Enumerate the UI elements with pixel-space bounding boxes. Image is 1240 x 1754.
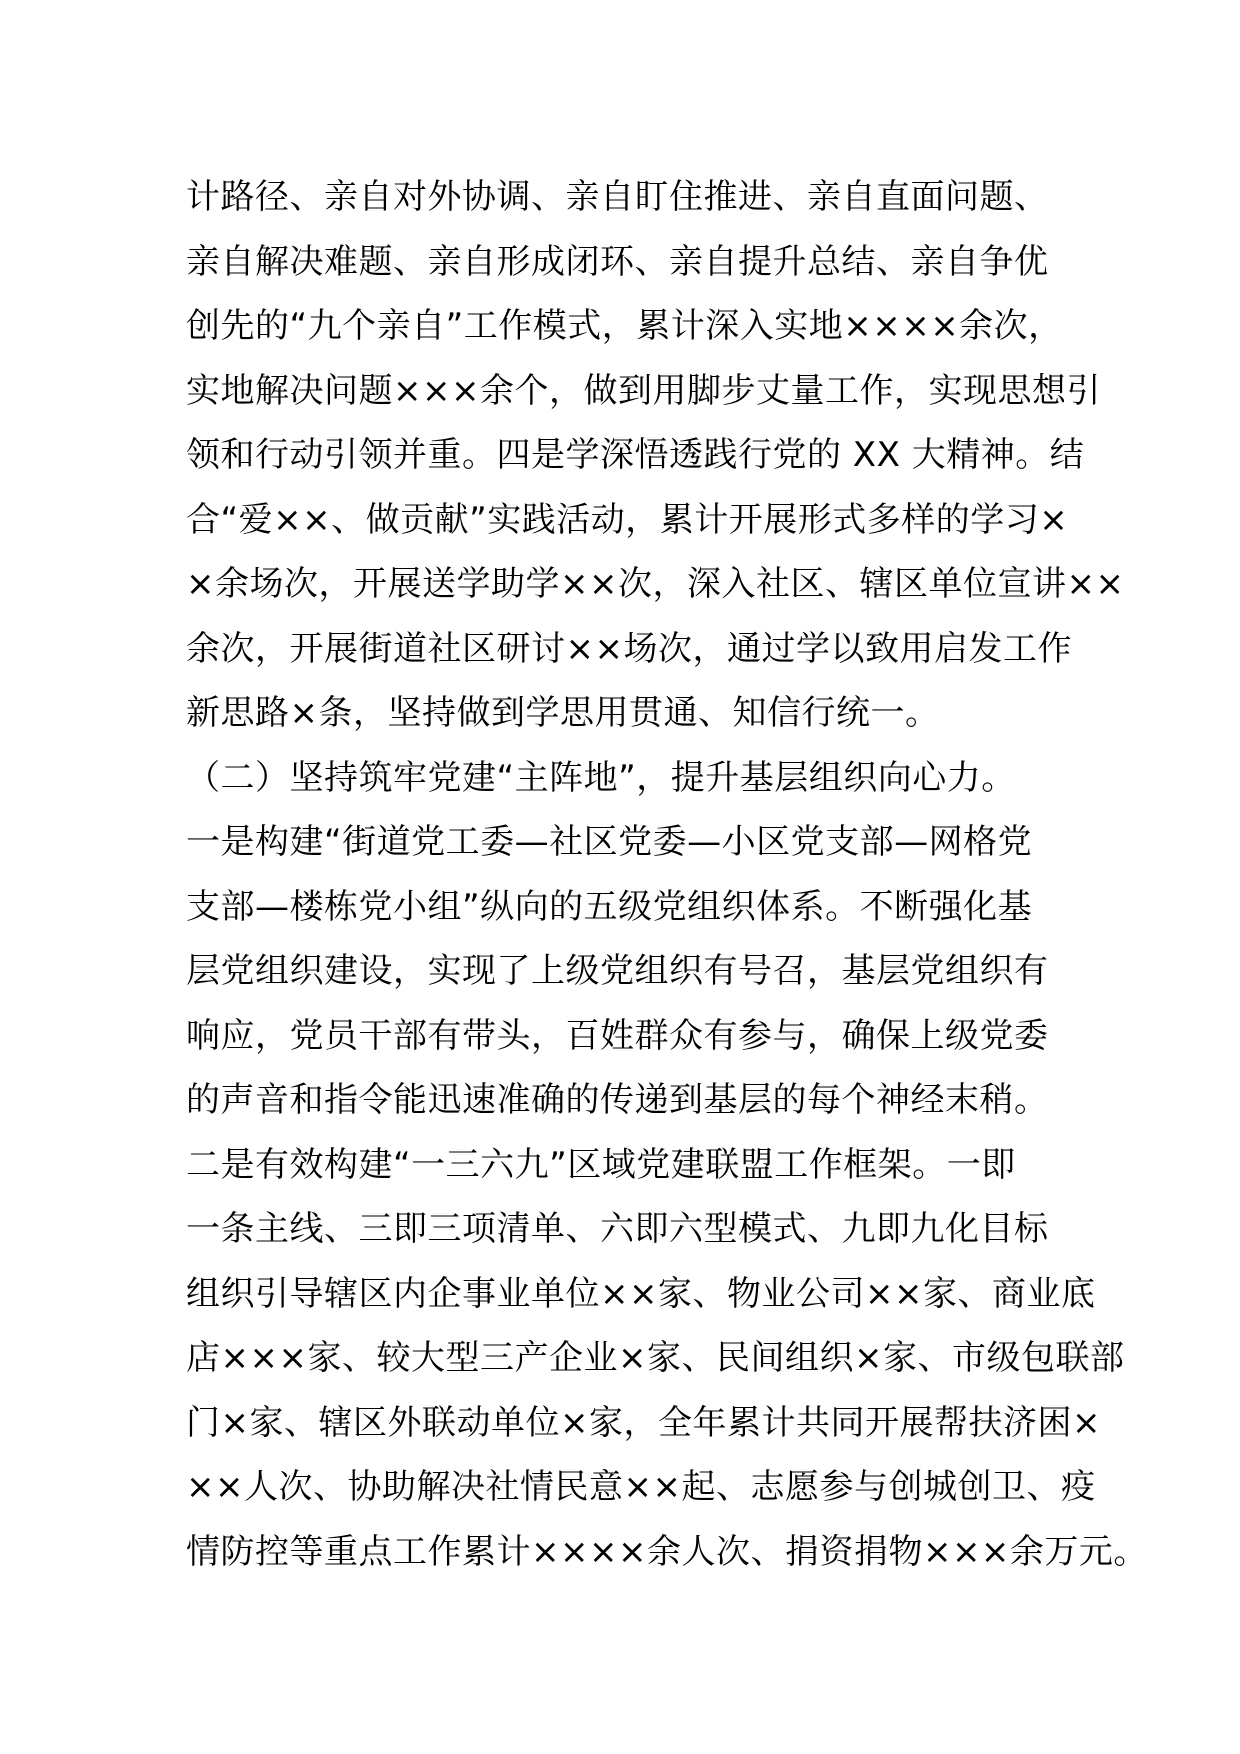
- text-line: 层党组织建设，实现了上级党组织有号召，基层党组织有: [186, 951, 1049, 991]
- body-text: [186, 165, 1148, 1584]
- text-line: 合“爱××、做贡献”实践活动，累计开展形式多样的学习×: [186, 499, 1069, 540]
- text-line: 创先的“九个亲自”工作模式，累计深入实地××××余次，: [186, 306, 1063, 346]
- text-line: 门×家、辖区外联动单位×家，全年累计共同开展帮扶济困×: [186, 1402, 1101, 1443]
- text-line: 支部—楼栋党小组”纵向的五级党组织体系。不断强化基: [186, 886, 1033, 927]
- text-line: 一是构建“街道党工委—社区党委—小区党支部—网格党: [186, 822, 1033, 862]
- text-line: 领和行动引领并重。四是学深悟透践行党的 XX 大精神。结: [186, 435, 1085, 475]
- section-heading: （二）坚持筑牢党建“主阵地”，提升基层组织向心力。: [186, 757, 1016, 798]
- text-line: 一条主线、三即三项清单、六即六型模式、九即九化目标: [186, 1209, 1049, 1249]
- text-line: 新思路×条，坚持做到学思用贯通、知信行统一。: [186, 693, 940, 733]
- text-line: 实地解决问题×××余个，做到用脚步丈量工作，实现思想引: [186, 370, 1101, 411]
- text-line: 计路径、亲自对外协调、亲自盯住推进、亲自直面问题、: [186, 177, 1049, 217]
- text-line: 响应，党员干部有带头，百姓群众有参与，确保上级党委: [186, 1015, 1049, 1056]
- text-line: 二是有效构建“一三六九”区域党建联盟工作框架。一即: [186, 1144, 1016, 1185]
- text-line: 店×××家、较大型三产企业×家、民间组织×家、市级包联部: [186, 1338, 1125, 1378]
- text-line: 亲自解决难题、亲自形成闭环、亲自提升总结、亲自争优: [186, 241, 1049, 282]
- text-line: ××人次、协助解决社情民意××起、志愿参与创城创卫、疫: [186, 1467, 1096, 1507]
- text-line: 余次，开展街道社区研讨××场次，通过学以致用启发工作: [186, 628, 1072, 669]
- text-line: 情防控等重点工作累计××××余人次、捐资捐物×××余万元。: [186, 1531, 1148, 1572]
- text-line: 组织引导辖区内企事业单位××家、物业公司××家、商业底: [186, 1273, 1096, 1314]
- text-line: ×余场次，开展送学助学××次，深入社区、辖区单位宣讲××: [186, 564, 1125, 604]
- text-line: 的声音和指令能迅速准确的传递到基层的每个神经末稍。: [186, 1080, 1049, 1120]
